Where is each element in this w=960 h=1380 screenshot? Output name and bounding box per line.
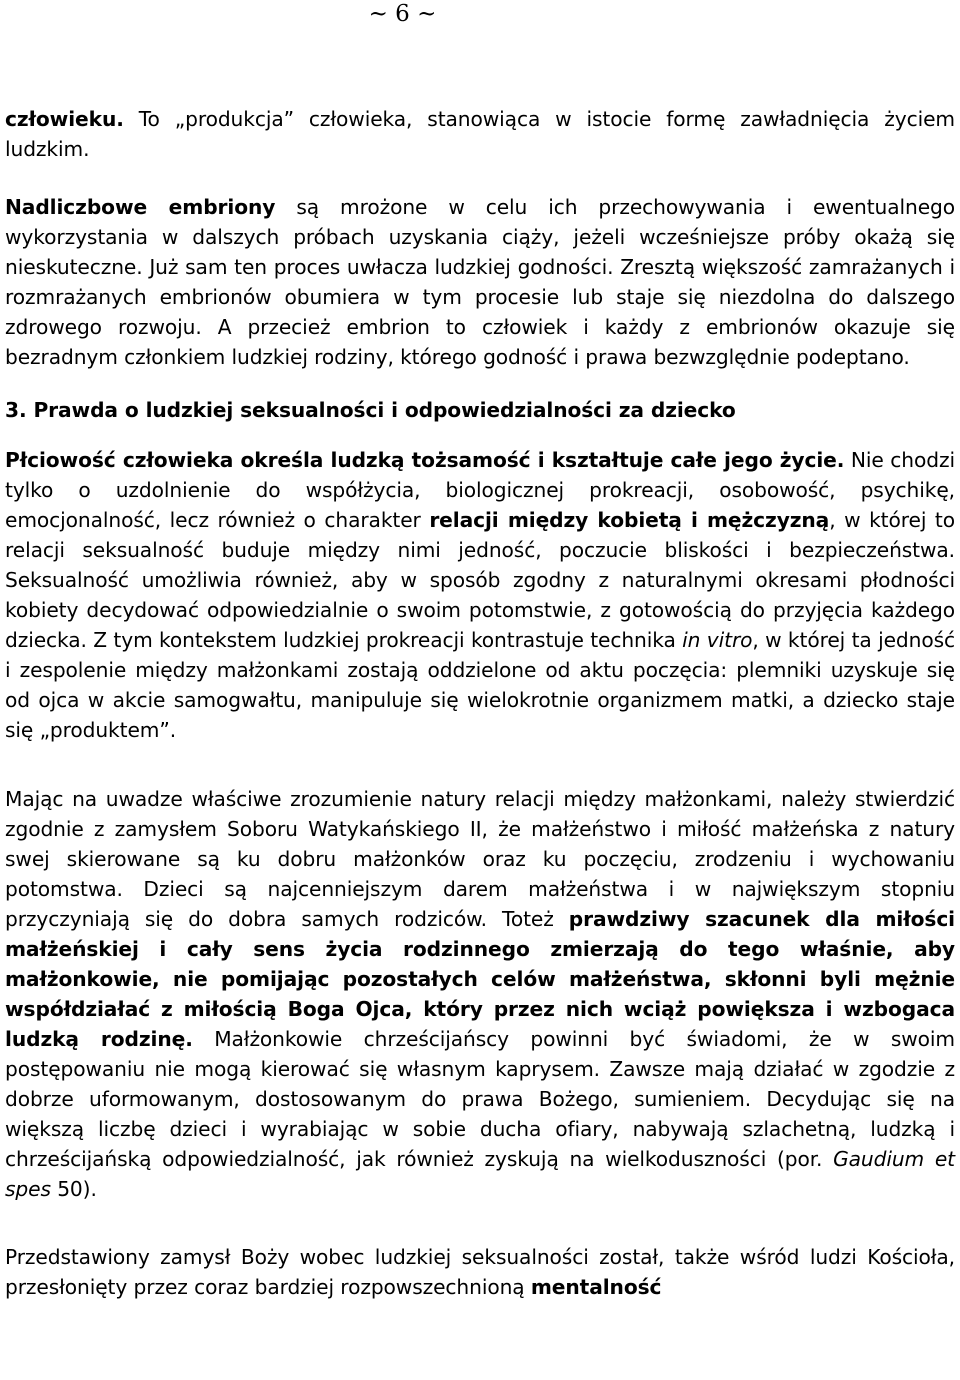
paragraph-3-italic: in vitro	[682, 628, 753, 652]
page-body	[5, 104, 955, 1302]
paragraph-4-italic-citation: Gaudium et spes	[5, 1147, 955, 1201]
paragraph-5-text: Przedstawiony zamysł Boży wobec ludzkiej seksualności został, także wśród ludzi Kościoła, przesłonięty przez coraz bardziej rozpowszechnioną	[5, 1245, 955, 1299]
section-heading: 3. Prawda o ludzkiej seksualności i odpowiedzialności za dziecko	[5, 398, 736, 422]
paragraph-3-text-c: , w której ta jedność i zespolenie między małżonkami zostają oddzielone od aktu poczęcia: plemniki uzyskuje się od ojca w akcie samogwałtu, manipuluje się wielokrotnie organizmem matki, a dziecko staje się „produktem”.	[5, 628, 955, 742]
paragraph-4-text-c: 50).	[50, 1177, 97, 1201]
paragraph-1-text: To „produkcja” człowieka, stanowiąca w istocie formę zawładnięcia życiem ludzkim.	[5, 107, 955, 161]
page-number: ~ 6 ~	[368, 1, 437, 27]
paragraph-1-bold: człowieku.	[5, 107, 124, 131]
paragraph-3-bold-lead: Płciowość człowieka określa ludzką tożsamość i kształtuje całe jego życie.	[5, 448, 845, 472]
paragraph-2-bold: Nadliczbowe embriony	[5, 195, 276, 219]
paragraph-4	[5, 784, 955, 1204]
paragraph-1	[5, 104, 955, 164]
paragraph-5-bold: mentalność	[530, 1275, 662, 1299]
paragraph-5	[5, 1242, 955, 1302]
paragraph-2-text: są mrożone w celu ich przechowywania i ewentualnego wykorzystania w dalszych próbach uzyskania ciąży, jeżeli wcześniejsze próby okażą się nieskuteczne. Już sam ten proces uwłacza ludzkiej godności. Zresztą większość zamrażanych i rozmrażanych embrionów obumiera w tym procesie lub staje się niezdolna do dalszego zdrowego rozwoju. A przecież embrion to człowiek i każdy z embrionów okazuje się bezradnym członkiem ludzkiej rodziny, którego godność i prawa bezwzględnie podeptano.	[5, 195, 955, 369]
paragraph-2	[5, 192, 955, 372]
paragraph-4-bold: prawdziwy szacunek dla miłości małżeńskiej i cały sens życia rodzinnego zmierzają do tego właśnie, aby małżonkowie, nie pomijając pozostałych celów małżeństwa, skłonni byli mężnie współdziałać z miłością Boga Ojca, który przez nich wciąż powiększa i wzbogaca ludzką rodzinę.	[5, 907, 956, 1051]
paragraph-3-text-b: , w której to relacji seksualność buduje między nimi jedność, poczucie bliskości i bezpieczeństwa. Seksualność umożliwia również, aby w sposób zgodny z naturalnymi okresami płodności kobiety decydować odpowiedzialnie o swoim potomstwie, z gotowością do przyjęcia każdego dziecka. Z tym kontekstem ludzkiej prokreacji kontrastuje technika	[5, 508, 955, 652]
paragraph-4-text-a: Mając na uwadze właściwe zrozumienie natury relacji między małżonkami, należy stwierdzić zgodnie z zamysłem Soboru Watykańskiego II, że małżeństwo i miłość małżeńska z natury swej skierowane są ku dobru małżonków oraz ku poczęciu, zrodzeniu i wychowaniu potomstwa. Dzieci są najcenniejszym darem małżeństwa i w największym stopniu przyczyniają się do dobra samych rodziców. Toteż	[5, 787, 955, 931]
paragraph-3-bold-relation: relacji między kobietą i mężczyzną	[429, 508, 830, 532]
paragraph-4-text-b: Małżonkowie chrześcijańscy powinni być świadomi, że w swoim postępowaniu nie mogą kierować się własnym kaprysem. Zawsze mają działać w zgodzie z dobrze uformowanym, dostosowanym do prawa Bożego, sumieniem. Decydując się na większą liczbę dzieci i wyrabiając w sobie ducha ofiary, nabywają szlachetną, ludzką i chrześcijańską odpowiedzialność, jak również zyskują na wielkoduszności (por.	[5, 1027, 955, 1171]
paragraph-3	[5, 445, 955, 745]
paragraph-3-text-a: Nie chodzi tylko o uzdolnienie do współżycia, biologicznej prokreacji, osobowość, psychikę, emocjonalność, lecz również o charakter	[5, 448, 955, 532]
